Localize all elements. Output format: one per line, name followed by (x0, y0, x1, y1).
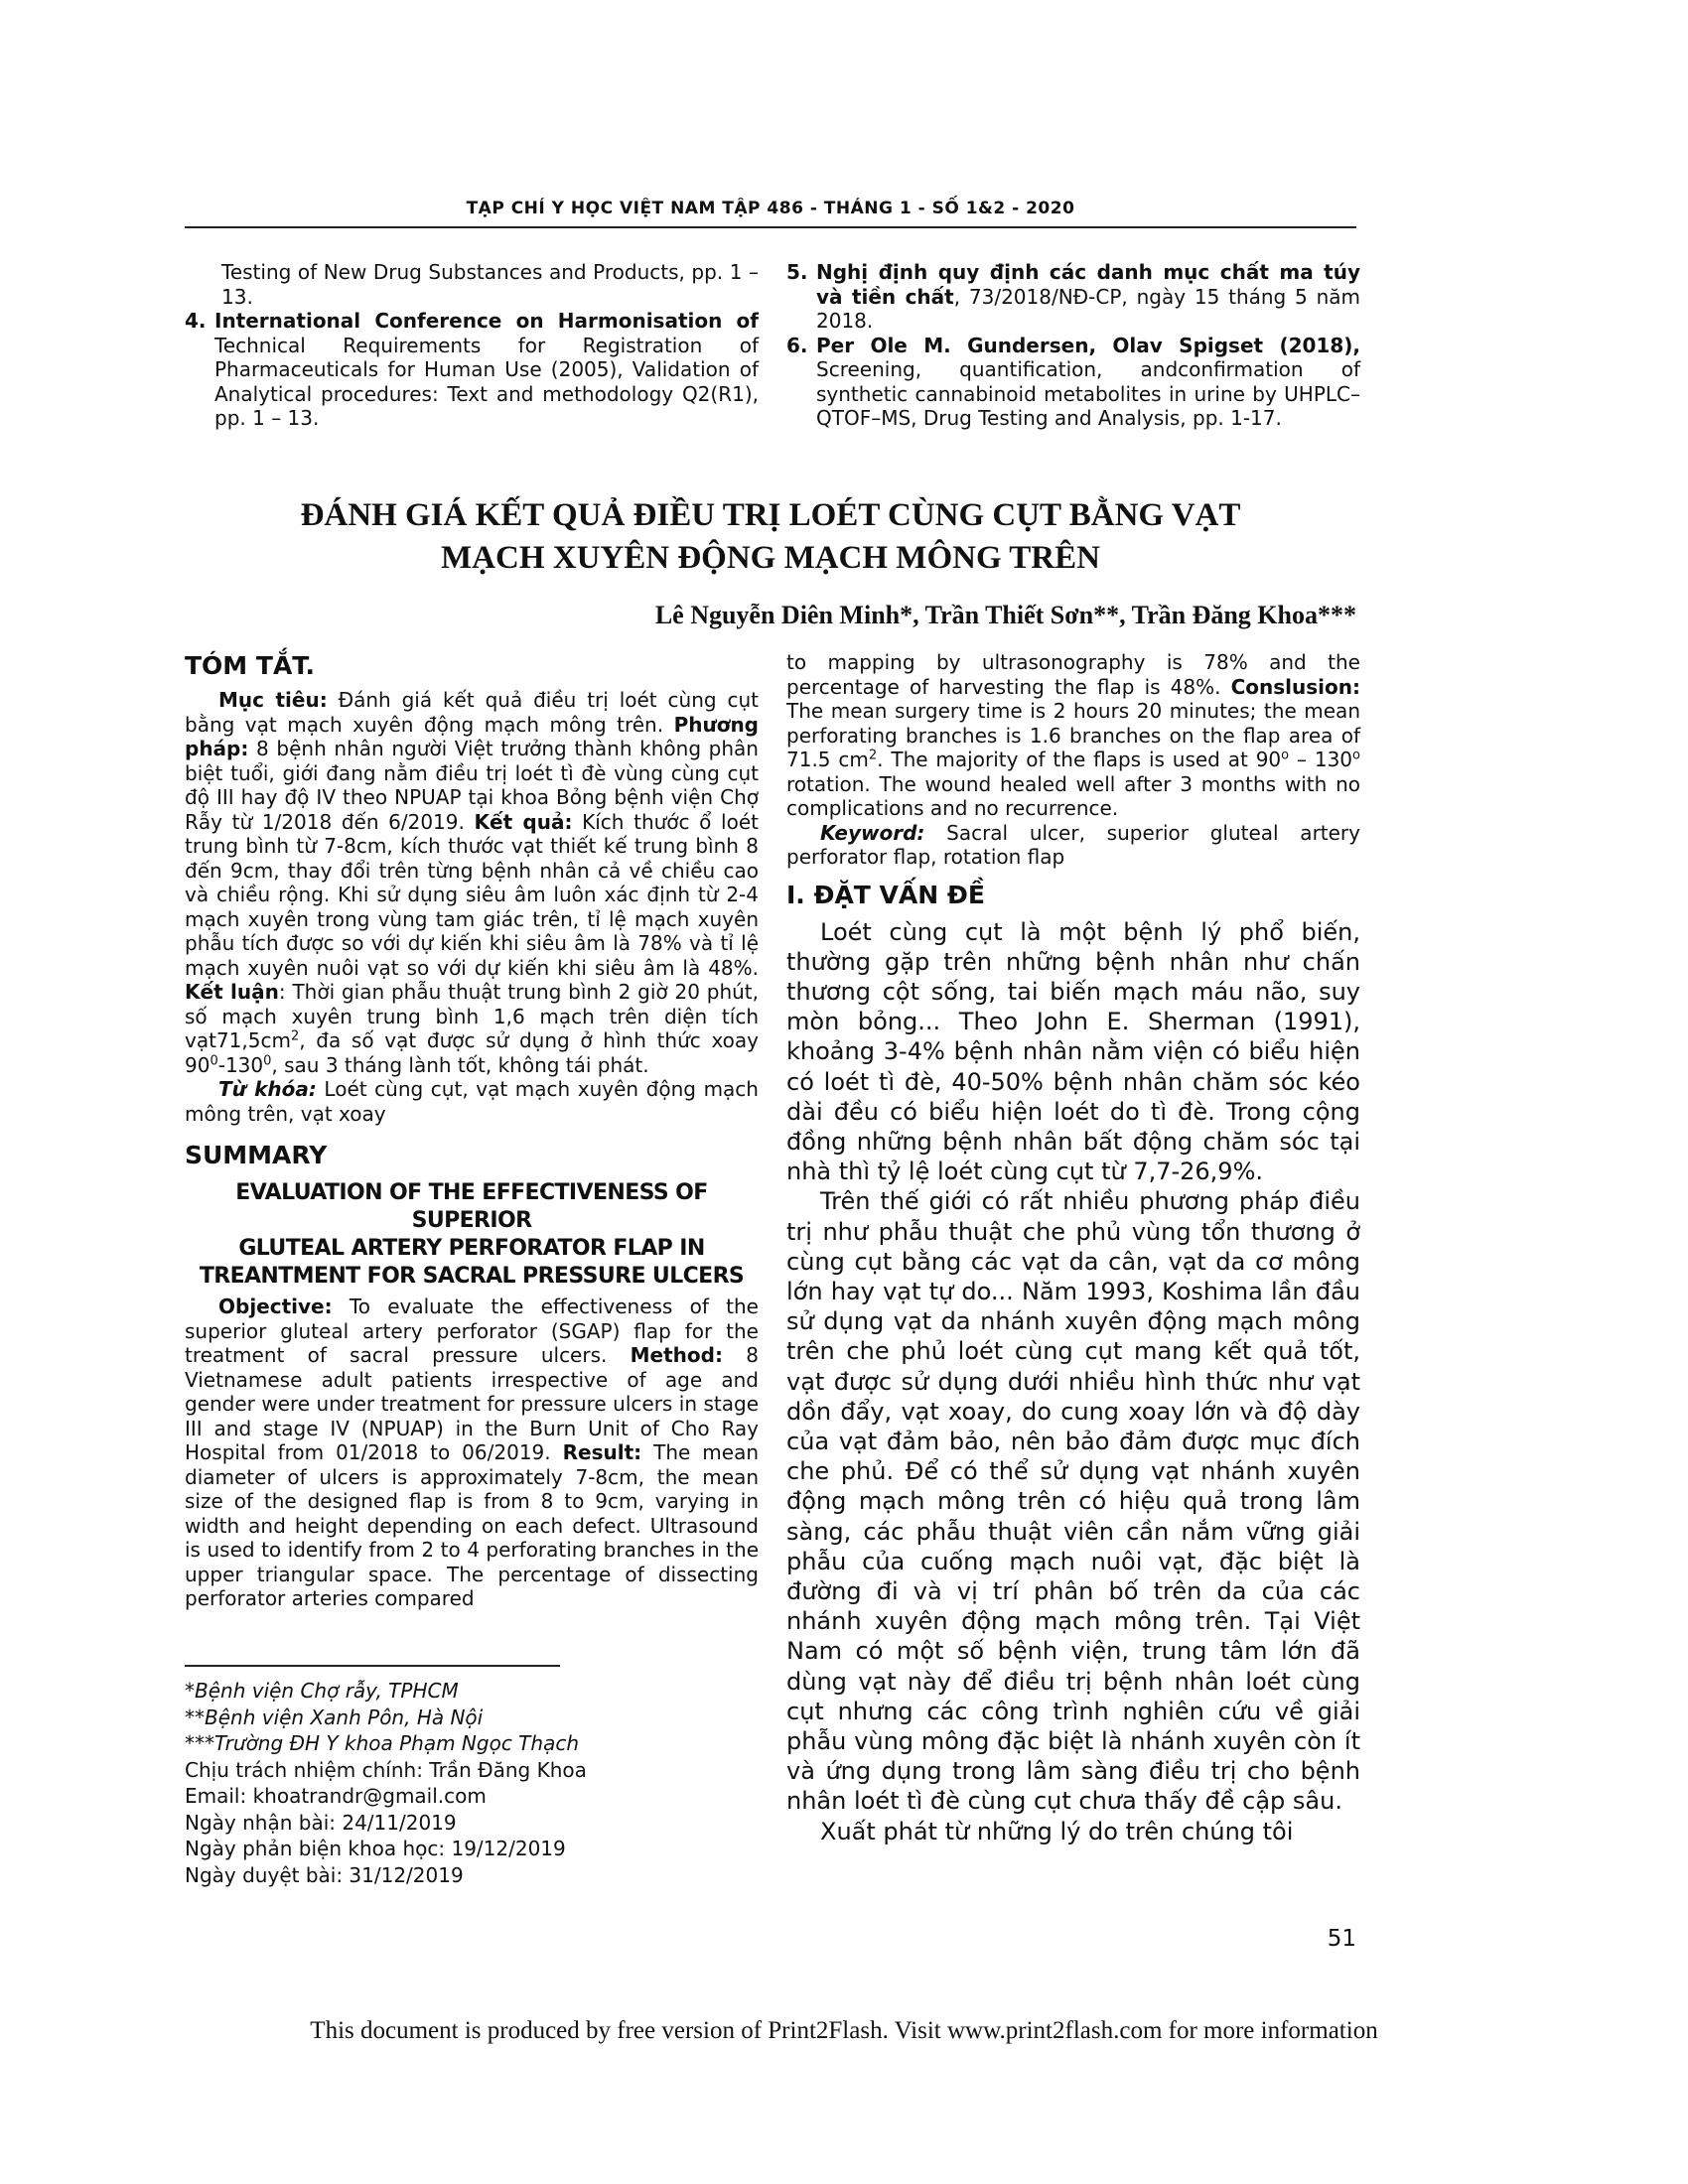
summary-subtitle-line-2: GLUTEAL ARTERY PERFORATOR FLAP IN (238, 1236, 705, 1261)
reference-author: Nghị định quy định các danh mục chất ma túy và tiền chất (816, 260, 1360, 309)
text-conclusion: : Thời gian phẫu thuật trung bình 2 giờ 20 phút, số mạch xuyên trung bình 1,6 mạch trên diện tích vạt71,5cm (185, 980, 759, 1052)
title-line-1: ĐÁNH GIÁ KẾT QUẢ ĐIỀU TRỊ LOÉT CÙNG CỤT BẰNG VẠT (300, 497, 1241, 533)
superscript: 2 (290, 1028, 300, 1044)
text-method: 8 bệnh nhân người Việt trưởng thành không phân biệt tuổi, giới đang nằm điều trị loét tì đè vùng cùng cụt độ III hay độ IV theo NPUAP tại khoa Bỏng bệnh viện Chợ Rẫy từ 1/2018 đến 6/2019. (185, 737, 759, 834)
reference-item-4 (185, 309, 759, 431)
journal-header: TẠP CHÍ Y HỌC VIỆT NAM TẬP 486 - THÁNG 1 - SỐ 1&2 - 2020 (466, 199, 1075, 218)
reference-number: 6. (786, 333, 808, 357)
footnote-received: Ngày nhận bài: 24/11/2019 (185, 1810, 457, 1835)
label-conclusion: Kết luận (185, 980, 279, 1004)
footnote-affiliation-3: ***Trường ĐH Y khoa Phạm Ngọc Thạch (185, 1731, 580, 1755)
text-result-en: The mean diameter of ulcers is approximately 7-8cm, the mean size of the designed flap is from 8 to 9cm, varying in width and height depending on each defect. Ultrasound is used to identify from 2 to 4 perforating branches in the upper triangular space. The percentage of dissecting perforator arteries compared (185, 1440, 759, 1610)
reference-item-6 (786, 334, 1360, 431)
reference-item-5 (786, 260, 1360, 334)
label-objective-en: Objective: (218, 1295, 333, 1318)
text-conclusion-3: -130 (217, 1052, 264, 1077)
right-column (786, 650, 1360, 1846)
section-heading-intro: I. ĐẶT VẤN ĐỀ (786, 880, 985, 909)
authors: Lê Nguyễn Diên Minh*, Trần Thiết Sơn**, Trần Đăng Khoa*** (654, 601, 1356, 629)
text-conclusion-en-3: – 130 (1289, 748, 1353, 771)
label-method: Phương pháp: (185, 712, 759, 760)
abstract-vi (185, 688, 759, 1077)
label-method-en: Method: (630, 1343, 723, 1367)
references-right (786, 260, 1360, 431)
article-title (185, 494, 1356, 580)
text-conclusion-en: The mean surgery time is 2 hours 20 minutes; the mean perforating branches is 1.6 branches on the flap area of 71.5 cm (786, 699, 1360, 771)
text-method-en: 8 Vietnamese adult patients irrespective of age and gender were under treatment for pressure ulcers in stage III and stage IV (NPUAP) in the Burn Unit of Cho Ray Hospital from 01/2018 to 06/2019. (185, 1343, 759, 1464)
superscript: 2 (868, 748, 878, 763)
text-objective: Đánh giá kết quả điều trị loét cùng cụt bằng vạt mạch xuyên động mạch mông trên. (185, 688, 759, 737)
reference-author: International Conference on Harmonisation of (214, 309, 759, 333)
footnote-affiliation-1: *Bệnh viện Chợ rẫy, TPHCM (185, 1679, 459, 1703)
page-number: 51 (1327, 1926, 1356, 1952)
abstract-heading: TÓM TẮT. (185, 651, 316, 680)
keywords-en (786, 821, 1360, 870)
summary-subtitle-line-3: TREANTMENT FOR SACRAL PRESSURE ULCERS (199, 1264, 745, 1289)
reference-text: , 73/2018/NĐ-CP, ngày 15 tháng 5 năm 2018. (816, 284, 1360, 333)
text-keywords-en: Sacral ulcer, superior gluteal artery perforator flap, rotation flap (786, 820, 1360, 869)
reference-continuation: Testing of New Drug Substances and Products, pp. 1 – 13. (221, 260, 759, 309)
superscript: 0 (263, 1052, 272, 1068)
abstract-en-continued (786, 650, 1360, 821)
intro-paragraph-2: Trên thế giới có rất nhiều phương pháp điều trị như phẫu thuật che phủ vùng tổn thương ở cùng cụt bằng các vạt da cân, vạt da cơ mông lớn hay vạt tự do... Năm 1993, Koshima lần đầu sử dụng vạt da nhánh xuyên động mạch mông trên che phủ loét cùng cụt mang kết quả tốt, vạt được sử dụng dưới nhiều hình thức như vạt dồn đẩy, vạt xoay, do cung xoay lớn và độ dày của vạt đảm bảo, nên bảo đảm được mục đích che phủ. Để có thể sử dụng vạt nhánh xuyên động mạch mông trên có hiệu quả trong lâm sàng, các phẫu thuật viên cần nắm vững giải phẫu của cuống mạch nuôi vạt, đặc biệt là đường đi và vị trí phân bố trên da của các nhánh xuyên động mạch mông trên. Tại Việt Nam có một số bệnh viện, trung tâm lớn đã dùng vạt này để điều trị bệnh nhân loét cùng cụt nhưng các công trình nghiên cứu về giải phẫu vùng mông đặc biệt là nhánh xuyên còn ít và ứng dụng trong lâm sàng điều trị cho bệnh nhân loét tì đè cùng cụt chưa thấy đề cập sâu. (786, 1187, 1360, 1816)
title-line-2: MẠCH XUYÊN ĐỘNG MẠCH MÔNG TRÊN (441, 540, 1100, 576)
summary-subtitle-line-1: EVALUATION OF THE EFFECTIVENESS OF SUPERIOR (235, 1180, 708, 1233)
summary-heading: SUMMARY (185, 1141, 328, 1169)
label-keywords-en: Keyword: (820, 820, 925, 845)
reference-number: 4. (185, 309, 207, 333)
keywords-vi (185, 1077, 759, 1126)
text-conclusion-en-4: rotation. The wound healed well after 3 months with no complications and no recurrence. (786, 771, 1360, 820)
footnote-approved: Ngày duyệt bài: 31/12/2019 (185, 1862, 464, 1887)
superscript: o (1352, 748, 1360, 763)
superscript: o (1281, 748, 1290, 763)
summary-subtitle (185, 1179, 759, 1291)
reference-text: Technical Requirements for Registration of Pharmaceuticals for Human Use (2005), Validation of Analytical procedures: Text and methodology Q2(R1), pp. 1 – 13. (214, 333, 759, 430)
text-result: Kích thước ổ loét trung bình từ 7-8cm, kích thước vạt thiết kế trung bình 8 đến 9cm, thay đổi trên từng bệnh nhân cả về chiều cao và chiều rộng. Khi sử dụng siêu âm luôn xác định từ 2-4 mạch xuyên trong vùng tam giác trên, tỉ lệ mạch xuyên phẫu tích được so với dự kiến khi siêu âm là 78% và tỉ lệ mạch xuyên nuôi vạt so với dự kiến khi siêu âm là 48%. (185, 809, 759, 980)
left-column (185, 650, 759, 1611)
reference-author: Per Ole M. Gundersen, Olav Spigset (2018), (816, 333, 1360, 357)
text-conclusion-en-2: . The majority of the flaps is used at 90 (877, 748, 1282, 771)
footnote-responsible: Chịu trách nhiệm chính: Trần Đăng Khoa (185, 1757, 587, 1782)
text-objective-en: To evaluate the effectiveness of the superior gluteal artery perforator (SGAP) flap for the treatment of sacral pressure ulcers. (185, 1295, 759, 1367)
reference-number: 5. (786, 260, 808, 284)
footnote-reviewed: Ngày phản biện khoa học: 19/12/2019 (185, 1837, 566, 1860)
label-keywords: Từ khóa: (218, 1077, 317, 1101)
intro-paragraph-3: Xuất phát từ những lý do trên chúng tôi (820, 1817, 1294, 1845)
text-conclusion-4: , sau 3 tháng lành tốt, không tái phát. (271, 1052, 649, 1077)
text-keywords: Loét cùng cụt, vạt mạch xuyên động mạch mông trên, vạt xoay (185, 1077, 759, 1126)
label-result-en: Result: (562, 1440, 642, 1464)
label-conclusion-en: Conslusion: (1230, 674, 1360, 699)
text-result-en-continued: to mapping by ultrasonography is 78% and the percentage of harvesting the flap is 48%. (786, 650, 1360, 699)
header-rule (185, 226, 1356, 228)
footnotes (185, 1678, 759, 1888)
text-conclusion-2: , đa số vạt được sử dụng ở hình thức xoay 90 (185, 1028, 759, 1077)
label-result: Kết quả: (474, 809, 573, 834)
footnote-email: Email: khoatrandr@gmail.com (185, 1784, 487, 1808)
label-objective: Mục tiêu: (218, 688, 328, 712)
references-left (185, 260, 759, 431)
footnote-rule (185, 1665, 560, 1667)
superscript: 0 (210, 1052, 218, 1068)
abstract-en (185, 1295, 759, 1611)
watermark-notice: This document is produced by free version of Print2Flash. Visit www.print2flash.com for more information (310, 2017, 1378, 2044)
footnote-affiliation-2: **Bệnh viện Xanh Pôn, Hà Nội (185, 1705, 484, 1729)
reference-text: Screening, quantification, andconfirmation of synthetic cannabinoid metabolites in urine by UHPLC–QTOF–MS, Drug Testing and Analysis, pp. 1-17. (816, 357, 1360, 430)
intro-paragraph-1: Loét cùng cụt là một bệnh lý phổ biến, thường gặp trên những bệnh nhân như chấn thương cột sống, tai biến mạch máu não, suy mòn bỏng... Theo John E. Sherman (1991), khoảng 3-4% bệnh nhân nằm viện có biểu hiện có loét tì đè, 40-50% bệnh nhân chăm sóc kéo dài đều có biểu hiện loét do tì đè. Trong cộng đồng những bệnh nhân bất động chăm sóc tại nhà thì tỷ lệ loét cùng cụt từ 7,7-26,9%. (786, 917, 1360, 1186)
